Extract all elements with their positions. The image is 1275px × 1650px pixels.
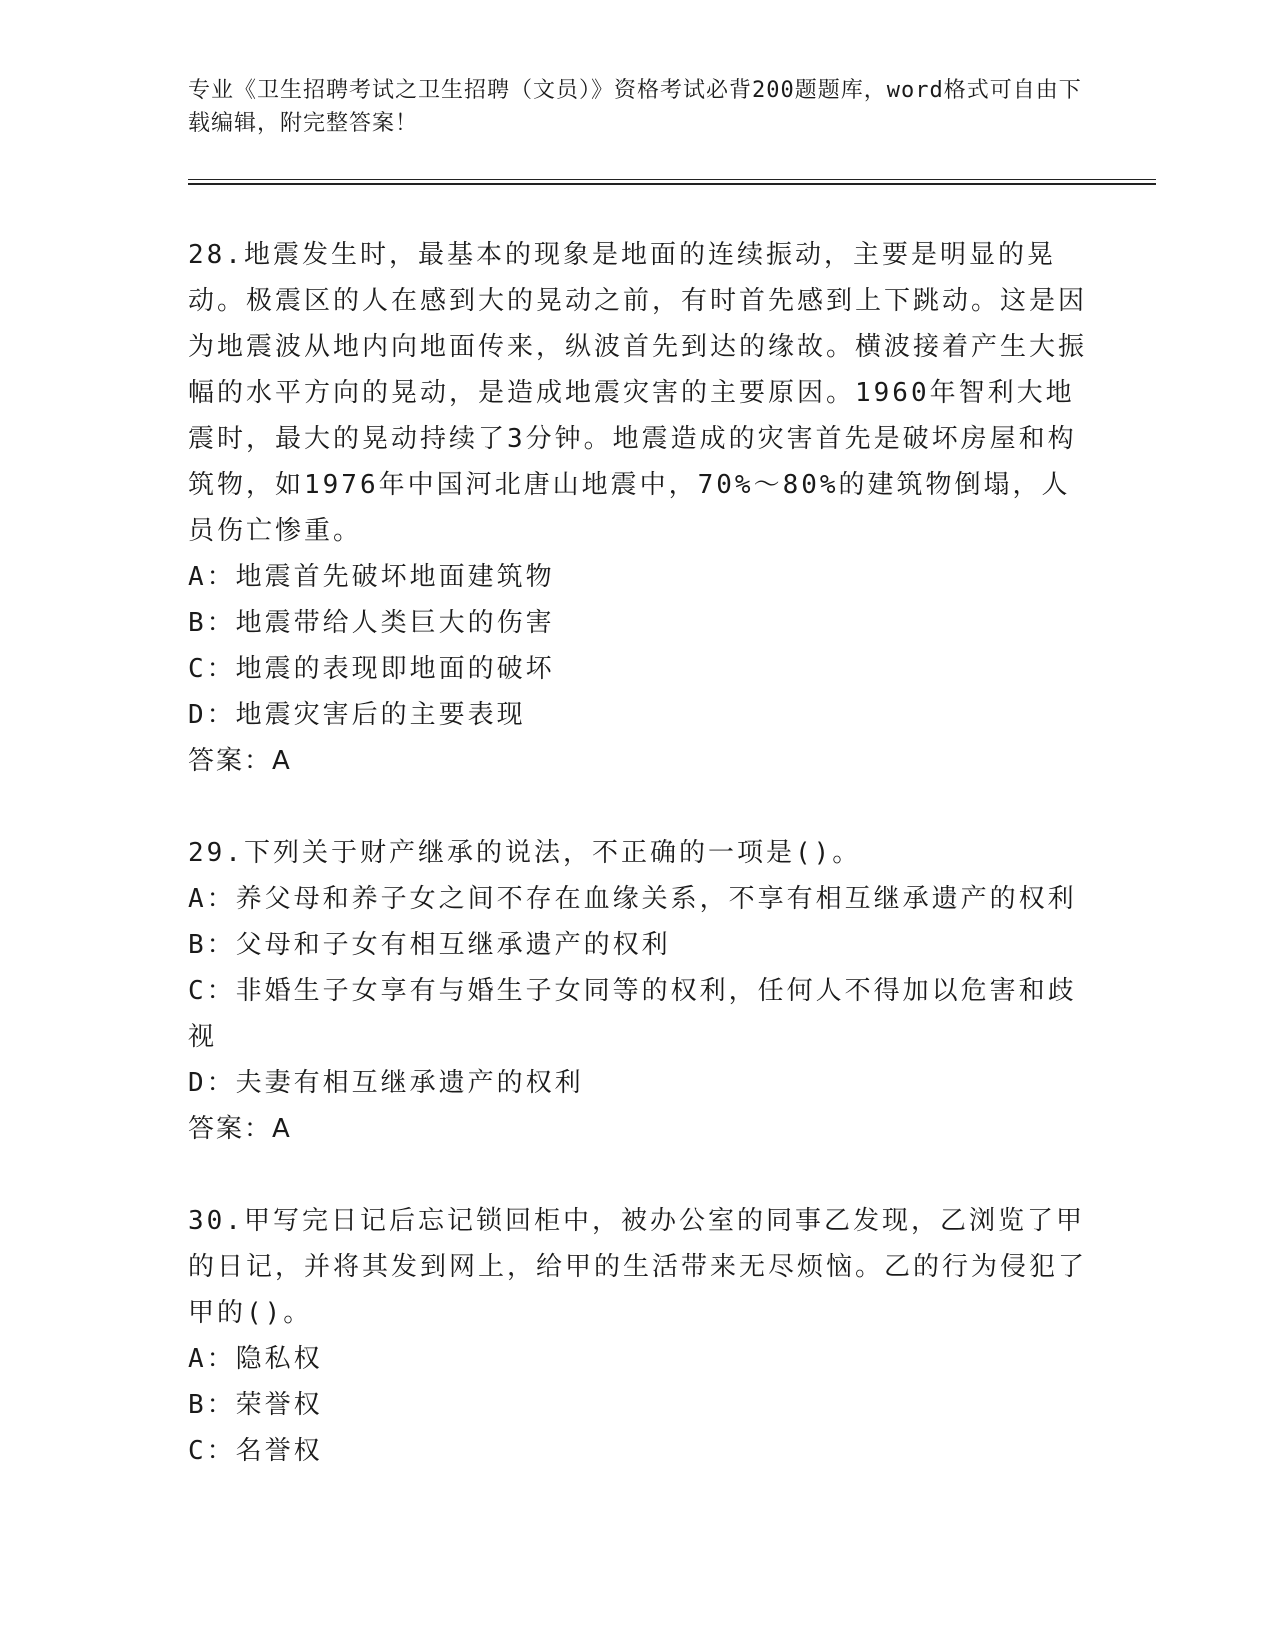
option-d: D：夫妻有相互继承遗产的权利 <box>188 1068 584 1098</box>
question-30 <box>188 1198 1088 1474</box>
option-c: C：名誉权 <box>188 1436 323 1466</box>
option-a: A：隐私权 <box>188 1344 323 1374</box>
document-header: 专业《卫生招聘考试之卫生招聘（文员）》资格考试必背200题题库，word格式可自由下载编辑，附完整答案！ <box>188 78 1082 136</box>
option-b: B：荣誉权 <box>188 1390 323 1420</box>
option-a: A：养父母和养子女之间不存在血缘关系，不享有相互继承遗产的权利 <box>188 884 1077 914</box>
header-divider-thin <box>188 179 1156 180</box>
option-d: D：地震灾害后的主要表现 <box>188 700 526 730</box>
option-b: B：父母和子女有相互继承遗产的权利 <box>188 930 671 960</box>
question-28 <box>188 232 1088 784</box>
question-stem: 28.地震发生时，最基本的现象是地面的连续振动，主要是明显的晃动。极震区的人在感到大的晃动之前，有时首先感到上下跳动。这是因为地震波从地内向地面传来，纵波首先到达的缘故。横波接着产生大振幅的水平方向的晃动，是造成地震灾害的主要原因。1960年智利大地震时，最大的晃动持续了3分钟。地震造成的灾害首先是破坏房屋和构筑物，如1976年中国河北唐山地震中，70%～80%的建筑物倒塌，人员伤亡惨重。 <box>188 240 1088 546</box>
option-a: A：地震首先破坏地面建筑物 <box>188 562 555 592</box>
question-stem: 30.甲写完日记后忘记锁回柜中，被办公室的同事乙发现，乙浏览了甲的日记，并将其发到网上，给甲的生活带来无尽烦恼。乙的行为侵犯了甲的()。 <box>188 1206 1088 1328</box>
answer: 答案：A <box>188 746 292 776</box>
question-list <box>188 232 1088 1474</box>
option-b: B：地震带给人类巨大的伤害 <box>188 608 555 638</box>
question-gap <box>188 784 1088 830</box>
question-stem: 29.下列关于财产继承的说法，不正确的一项是()。 <box>188 838 862 868</box>
answer: 答案：A <box>188 1114 292 1144</box>
question-29 <box>188 830 1088 1152</box>
option-c: C：地震的表现即地面的破坏 <box>188 654 555 684</box>
header-divider-thick <box>188 183 1156 185</box>
option-c: C：非婚生子女享有与婚生子女同等的权利，任何人不得加以危害和歧视 <box>188 976 1077 1052</box>
question-gap <box>188 1152 1088 1198</box>
